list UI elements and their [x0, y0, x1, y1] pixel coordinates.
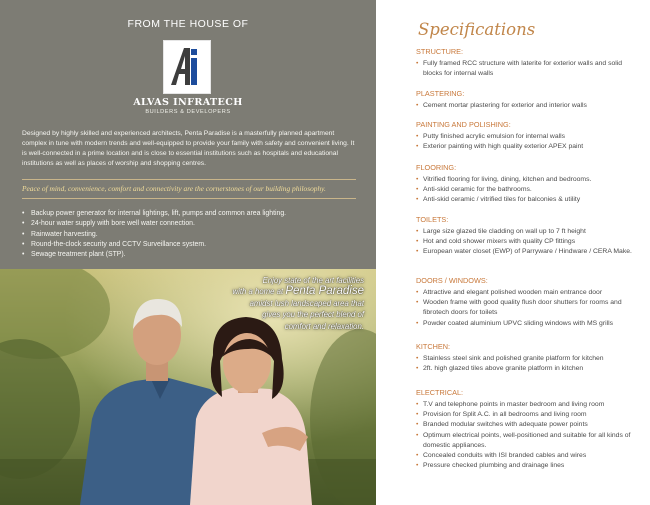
- spec-list: [416, 400, 642, 471]
- caption-line: Enjoy state of the art facilities: [262, 276, 364, 285]
- intro-paragraph: Designed by highly skilled and experienced architects, Penta Paradise is a masterfully planned apartment complex in tune with modern trends and well-equipped to provide your family with safety and convenient living. It is well-connected in a prime location and is close to essential institutions such as hospitals and educational institutions as well as places of worship and shopping centres.: [22, 130, 355, 167]
- caption-line: amidst lush landscaped area that: [249, 298, 364, 308]
- spec-section-toilets: [416, 215, 642, 258]
- list-item: • Round-the-clock security and CCTV Surveillance system.: [22, 240, 207, 248]
- photo-caption: [218, 275, 364, 332]
- spec-list: [416, 175, 642, 206]
- spec-section-painting: [416, 120, 642, 152]
- list-item: • Stainless steel sink and polished granite platform for kitchen: [416, 355, 604, 362]
- list-item-text: 2ft. high glazed tiles above granite platform in kitchen: [423, 365, 584, 373]
- list-item-text: Concealed conduits with ISI branded cables and wires: [423, 452, 587, 460]
- list-item: • Concealed conduits with ISI branded cables and wires: [416, 452, 587, 460]
- list-item: • Hot and cold shower mixers with quality CP fittings: [416, 238, 576, 246]
- list-item-text: Attractive and elegant polished wooden main entrance door: [423, 289, 603, 296]
- company-tagline: BUILDERS & DEVELOPERS: [145, 109, 231, 115]
- from-house-heading: FROM THE HOUSE OF: [127, 18, 249, 30]
- list-item: • 24-hour water supply with bore well water connection.: [22, 220, 195, 228]
- list-item: • Sewage treatment plant (STP).: [22, 251, 126, 259]
- list-item-text: T.V and telephone points in master bedroom and living room: [423, 401, 605, 408]
- spec-list: [416, 354, 642, 374]
- list-item-text: Provision for Split A.C. in all bedrooms and living room: [423, 411, 587, 419]
- philosophy-tagline: Peace of mind, convenience, comfort and connectivity are the cornerstones of our building philosophy.: [22, 179, 356, 199]
- list-item-text: Optimum electrical points, well-positioned and suitable for all kinds of domestic appliances.: [423, 431, 631, 449]
- spec-section-flooring: [416, 163, 642, 206]
- list-item: • Backup power generator for internal lightings, lift, pumps and common area lighting.: [22, 210, 287, 217]
- spec-list: [416, 288, 642, 329]
- list-item: • Rainwater harvesting.: [22, 230, 98, 238]
- company-name: ALVAS INFRATECH: [133, 97, 243, 108]
- spec-list: [416, 227, 642, 258]
- spec-list: [416, 59, 642, 79]
- list-item-text: Branded modular switches with adequate power points: [423, 421, 588, 429]
- list-item: • Anti-skid ceramic / vitrified tiles for balconies & utility: [416, 196, 581, 204]
- list-item: • Provision for Split A.C. in all bedrooms and living room: [416, 411, 587, 419]
- list-item-text: Sewage treatment plant (STP).: [31, 251, 126, 259]
- list-item-text: Powder coated aluminium UPVC sliding windows with MS grills: [423, 319, 614, 327]
- list-item-text: Round-the-clock security and CCTV Surveillance system.: [31, 240, 207, 248]
- spec-section-plastering: [416, 89, 642, 111]
- list-item-text: Pressure checked plumbing and drainage lines: [423, 462, 565, 470]
- list-item-text: Rainwater harvesting.: [31, 230, 98, 238]
- list-item: • Optimum electrical points, well-positioned and suitable for all kinds of domestic appliances.: [416, 431, 631, 449]
- spec-section-electrical: [416, 388, 642, 471]
- list-item-text: Putty finished acrylic emulsion for internal walls: [423, 133, 566, 140]
- section-heading: STRUCTURE:: [416, 47, 464, 56]
- list-item-text: 24-hour water supply with bore well water connection.: [31, 220, 195, 228]
- list-item-text: Anti-skid ceramic for the bathrooms.: [423, 186, 532, 194]
- caption-line: comfort and relaxation.: [284, 321, 364, 331]
- specifications-panel: [376, 0, 650, 505]
- list-item-text: Fully framed RCC structure with laterite for exterior walls and solid blocks for internal walls: [423, 60, 623, 78]
- spec-section-doors-windows: [416, 276, 642, 329]
- spec-section-structure: [416, 47, 642, 79]
- list-item: • 2ft. high glazed tiles above granite platform in kitchen: [416, 365, 584, 373]
- caption-line: gives you the perfect blend of: [262, 310, 364, 320]
- list-item: • Large size glazed tile cladding on wall up to 7 ft height: [416, 228, 586, 235]
- section-heading: FLOORING:: [416, 163, 457, 172]
- list-item-text: Backup power generator for internal lightings, lift, pumps and common area lighting.: [31, 210, 287, 217]
- list-item-text: Vitrified flooring for living, dining, kitchen and bedrooms.: [423, 176, 592, 183]
- list-item: • Branded modular switches with adequate power points: [416, 421, 588, 429]
- list-item-text: European water closet (EWP) of Parryware / Hindware / CERA Make.: [423, 248, 632, 256]
- list-item: • Anti-skid ceramic for the bathrooms.: [416, 186, 532, 194]
- list-item: • Exterior painting with high quality exterior APEX paint: [416, 143, 584, 151]
- list-item: • Pressure checked plumbing and drainage lines: [416, 462, 565, 470]
- list-item: • Powder coated aluminium UPVC sliding windows with MS grills: [416, 319, 614, 327]
- alvas-logo-icon: [164, 41, 210, 93]
- list-item-text: Cement mortar plastering for exterior and interior walls: [423, 102, 587, 109]
- list-item: • European water closet (EWP) of Parryware / Hindware / CERA Make.: [416, 248, 632, 256]
- list-item-text: Stainless steel sink and polished granite platform for kitchen: [423, 355, 604, 362]
- list-item-text: Hot and cold shower mixers with quality CP fittings: [423, 238, 576, 246]
- caption-line: [218, 286, 364, 297]
- list-item-text: Anti-skid ceramic / vitrified tiles for balconies & utility: [423, 196, 581, 204]
- list-item-text: Wooden frame with good quality flush door shutters for rooms and fibrotech doors for toilets: [423, 299, 622, 317]
- spec-list: [416, 101, 642, 111]
- list-item: • Attractive and elegant polished wooden main entrance door: [416, 289, 603, 296]
- list-item: • Wooden frame with good quality flush door shutters for rooms and fibrotech doors for toilets: [416, 299, 622, 317]
- project-name: Penta Paradise: [285, 285, 364, 298]
- section-heading: ELECTRICAL:: [416, 388, 464, 397]
- list-item: • Vitrified flooring for living, dining, kitchen and bedrooms.: [416, 176, 592, 183]
- list-item: • T.V and telephone points in master bedroom and living room: [416, 401, 605, 408]
- section-heading: PLASTERING:: [416, 89, 465, 98]
- amenities-list: [22, 209, 356, 260]
- spec-section-kitchen: [416, 342, 642, 374]
- company-logo: [163, 40, 211, 94]
- couple-photo: [0, 269, 376, 505]
- section-heading: KITCHEN:: [416, 342, 451, 351]
- list-item: • Fully framed RCC structure with laterite for exterior walls and solid blocks for internal walls: [416, 60, 623, 78]
- section-heading: DOORS / WINDOWS:: [416, 276, 488, 285]
- section-heading: TOILETS:: [416, 215, 449, 224]
- section-heading: PAINTING AND POLISHING:: [416, 120, 511, 129]
- list-item: • Cement mortar plastering for exterior and interior walls: [416, 102, 587, 109]
- spec-list: [416, 132, 642, 152]
- list-item-text: Large size glazed tile cladding on wall up to 7 ft height: [423, 228, 586, 235]
- caption-text: with a home at: [232, 287, 284, 297]
- list-item: • Putty finished acrylic emulsion for internal walls: [416, 133, 566, 140]
- specifications-title: Specifications: [418, 20, 536, 39]
- list-item-text: Exterior painting with high quality exterior APEX paint: [423, 143, 584, 151]
